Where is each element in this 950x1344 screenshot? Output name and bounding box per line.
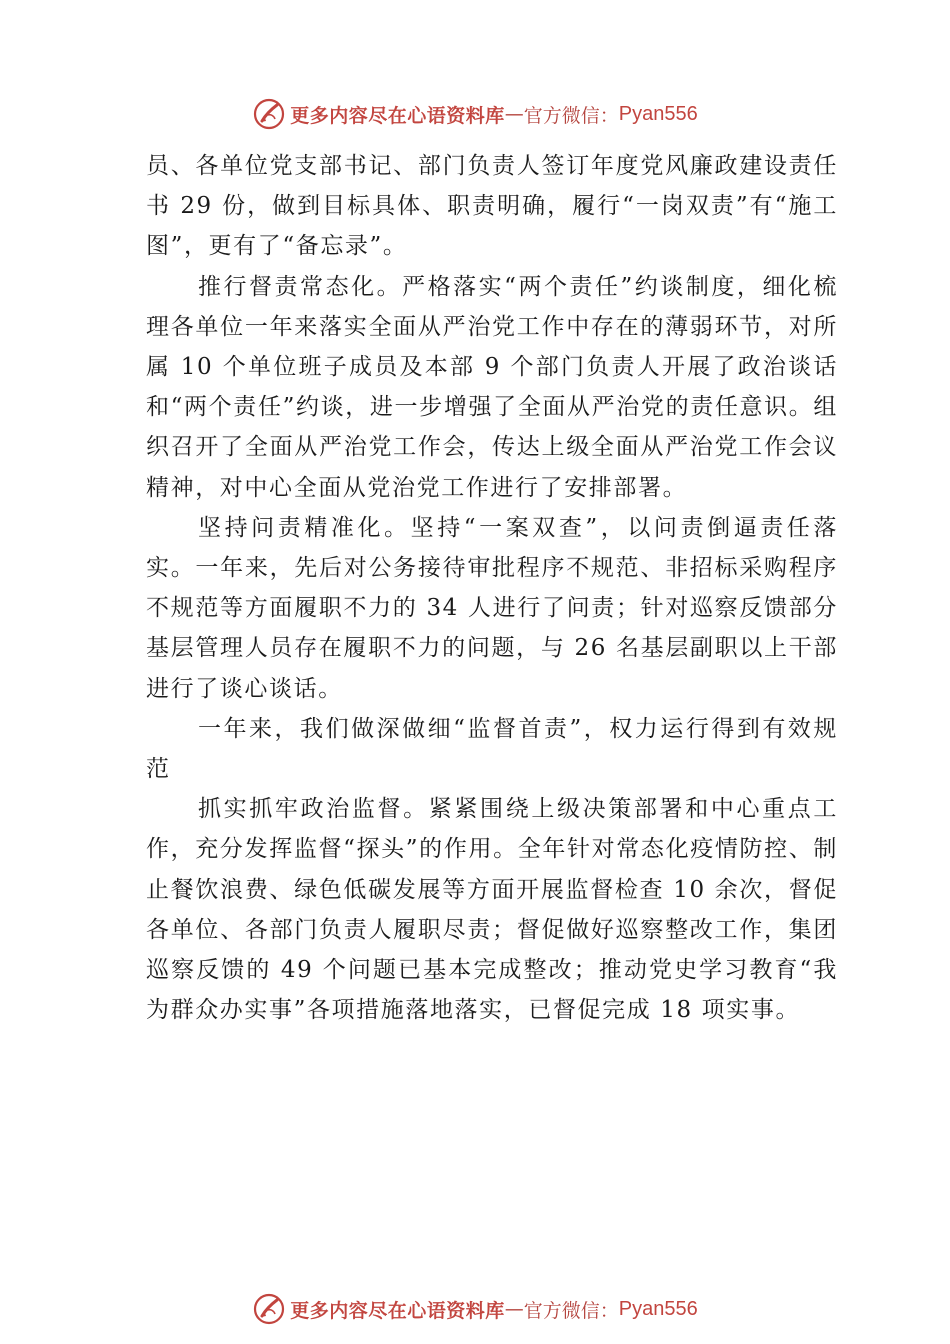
header-wechat-label: 官方微信： — [523, 104, 619, 127]
paragraph-4: 一年来，我们做深做细“监督首责”，权力运行得到有效规范 — [146, 715, 838, 783]
footer-banner — [0, 1289, 950, 1329]
footer-dash: — — [504, 1298, 524, 1320]
paragraph-5: 抓实抓牢政治监督。紧紧围绕上级决策部署和中心重点工作，充分发挥监督“探头”的作用。全年针对常态化疫情防控、制止餐饮浪费、绿色低碳发展等方面开展监督检查 10 余次，督促各单位、各部门负责人履职尽责；督促做好巡察整改工作，集团巡察反馈的 49 个问题已基本完成整改；推动党史学习教育“我为群众办实事”各项措施落地落实，已督促完成 18 项实事。 — [146, 796, 838, 1024]
paragraph-2: 推行督责常态化。严格落实“两个责任”约谈制度，细化梳理各单位一年来落实全面从严治党工作中存在的薄弱环节，对所属 10 个单位班子成员及本部 9 个部门负责人开展了政治谈话和“两个责任”约谈，进一步增强了全面从严治党的责任意识。组织召开了全面从严治党工作会，传达上级全面从严治党工作会议精神，对中心全面从党治党工作进行了安排部署。 — [146, 273, 838, 501]
paragraph-1: 员、各单位党支部书记、部门负责人签订年度党风廉政建设责任书 29 份，做到目标具体、职责明确，履行“一岗双责”有“施工图”，更有了“备忘录”。 — [146, 153, 838, 260]
document-body — [146, 146, 838, 1030]
brush-seal-icon — [252, 97, 286, 131]
footer-account: Pyan556 — [618, 1297, 698, 1320]
brush-seal-icon — [252, 1292, 286, 1326]
paragraph-3: 坚持问责精准化。坚持“一案双查”，以问责倒逼责任落实。一年来，先后对公务接待审批程序不规范、非招标采购程序不规范等方面履职不力的 34 人进行了问责；针对巡察反馈部分基层管理人员存在履职不力的问题，与 26 名基层副职以上干部进行了谈心谈话。 — [146, 514, 838, 702]
footer-brand-text: 更多内容尽在心语资料库 — [290, 1299, 505, 1322]
footer-wechat-label: 官方微信： — [523, 1299, 619, 1322]
header-banner — [0, 94, 950, 134]
header-dash: — — [504, 103, 524, 125]
header-brand-text: 更多内容尽在心语资料库 — [290, 104, 505, 127]
header-account: Pyan556 — [618, 102, 698, 125]
